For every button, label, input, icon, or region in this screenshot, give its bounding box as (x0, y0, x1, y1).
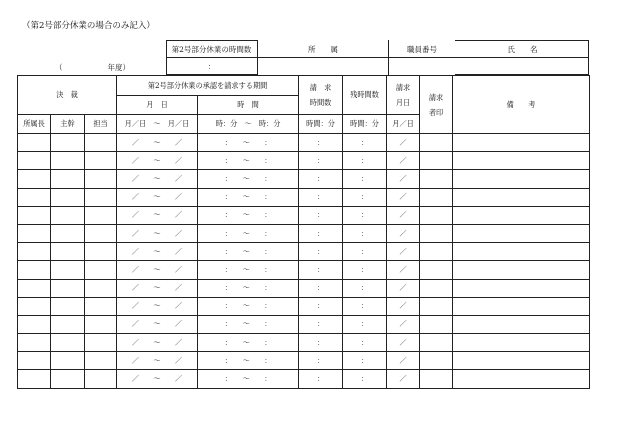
staff-stamp-cell[interactable] (85, 170, 117, 188)
request-hours-cell[interactable]: ： (299, 243, 343, 261)
time-format: 時：分 ～ 時：分 (198, 115, 299, 134)
request-date-cell[interactable]: ／ (387, 224, 420, 242)
staff-stamp-cell[interactable] (85, 261, 117, 279)
time-range-cell[interactable]: ： ～ ： (198, 134, 299, 152)
requester-seal-cell[interactable] (420, 152, 453, 170)
request-date-cell[interactable]: ／ (387, 297, 420, 315)
remarks-cell[interactable] (453, 243, 590, 261)
request-date-cell[interactable]: ／ (387, 279, 420, 297)
manager-stamp-cell[interactable] (18, 152, 51, 170)
time-range-cell[interactable]: ： ～ ： (198, 315, 299, 333)
requester-seal-cell[interactable] (420, 352, 453, 370)
time-range-cell[interactable]: ： ～ ： (198, 224, 299, 242)
request-hours-cell[interactable]: ： (299, 279, 343, 297)
remarks-cell[interactable] (453, 352, 590, 370)
period-header: 第2号部分休業の承認を請求する期間 (117, 76, 299, 96)
monthday-format: 月／日 ～ 月／日 (117, 115, 198, 134)
remarks-cell[interactable] (453, 170, 590, 188)
kessai-header: 決 裁 (18, 76, 117, 115)
chief-stamp-cell[interactable] (51, 261, 85, 279)
request-hours-cell[interactable]: ： (299, 224, 343, 242)
monthday-range-cell[interactable]: ／ ～ ／ (117, 243, 198, 261)
employee-number-header: 職員番号 (407, 44, 437, 54)
request-hours-cell[interactable]: ： (299, 261, 343, 279)
remaining-hours-cell[interactable]: ： (343, 224, 387, 242)
remarks-cell[interactable] (453, 279, 590, 297)
requester-seal-cell[interactable] (420, 170, 453, 188)
request-date-cell[interactable]: ／ (387, 352, 420, 370)
staff-stamp-cell[interactable] (85, 370, 117, 388)
staff-stamp-cell[interactable] (85, 206, 117, 224)
chief-stamp-cell[interactable] (51, 188, 85, 206)
staff-stamp-cell[interactable] (85, 315, 117, 333)
chief-stamp-cell[interactable] (51, 352, 85, 370)
request-date-cell[interactable]: ／ (387, 243, 420, 261)
affiliation-header: 所 属 (308, 44, 338, 54)
time-range-cell[interactable]: ： ～ ： (198, 334, 299, 352)
remaining-hours-cell[interactable]: ： (343, 152, 387, 170)
table-row (18, 315, 590, 333)
request-hours-format: 時間：分 (299, 115, 343, 134)
staff-stamp-cell[interactable] (85, 134, 117, 152)
request-date-cell[interactable]: ／ (387, 315, 420, 333)
requester-seal-header: 請求 者印 (420, 76, 453, 134)
monthday-range-cell[interactable]: ／ ～ ／ (117, 134, 198, 152)
request-date-cell[interactable]: ／ (387, 370, 420, 388)
request-date-header: 請求 月日 (387, 76, 420, 115)
monthday-range-cell[interactable]: ／ ～ ／ (117, 170, 198, 188)
requester-seal-cell[interactable] (420, 243, 453, 261)
monthday-range-cell[interactable]: ／ ～ ／ (117, 297, 198, 315)
time-range-cell[interactable]: ： ～ ： (198, 243, 299, 261)
table-row (18, 352, 590, 370)
table-row (18, 261, 590, 279)
staff-stamp-cell[interactable] (85, 152, 117, 170)
time-range-cell[interactable]: ： ～ ： (198, 370, 299, 388)
chief-stamp-cell[interactable] (51, 334, 85, 352)
manager-stamp-cell[interactable] (18, 188, 51, 206)
request-date-cell[interactable]: ／ (387, 206, 420, 224)
monthday-range-cell[interactable]: ／ ～ ／ (117, 334, 198, 352)
time-range-cell[interactable]: ： ～ ： (198, 297, 299, 315)
request-date-cell[interactable]: ／ (387, 134, 420, 152)
staff-stamp-cell[interactable] (85, 188, 117, 206)
time-range-cell[interactable]: ： ～ ： (198, 188, 299, 206)
remaining-hours-cell[interactable]: ： (343, 188, 387, 206)
manager-stamp-cell[interactable] (18, 297, 51, 315)
request-date-cell[interactable]: ／ (387, 188, 420, 206)
request-hours-cell[interactable]: ： (299, 315, 343, 333)
remaining-hours-cell[interactable]: ： (343, 370, 387, 388)
remarks-cell[interactable] (453, 224, 590, 242)
chief-stamp-cell[interactable] (51, 134, 85, 152)
remaining-hours-cell[interactable]: ： (343, 352, 387, 370)
remarks-cell[interactable] (453, 206, 590, 224)
remaining-hours-header: 残時間数 (343, 76, 387, 115)
chief-stamp-cell[interactable] (51, 279, 85, 297)
name-value[interactable] (456, 58, 589, 74)
staff-stamp-cell[interactable] (85, 334, 117, 352)
manager-stamp-cell[interactable] (18, 224, 51, 242)
remaining-hours-format: 時間：分 (343, 115, 387, 134)
monthday-range-cell[interactable]: ／ ～ ／ (117, 152, 198, 170)
name-header: 氏 名 (507, 44, 538, 54)
table-row (18, 170, 590, 188)
request-hours-cell[interactable]: ： (299, 206, 343, 224)
staff-header: 担当 (85, 115, 117, 134)
staff-stamp-cell[interactable] (85, 224, 117, 242)
request-hours-cell[interactable]: ： (299, 297, 343, 315)
request-date-cell[interactable]: ／ (387, 152, 420, 170)
manager-stamp-cell[interactable] (18, 261, 51, 279)
time-range-cell[interactable]: ： ～ ： (198, 152, 299, 170)
request-hours-cell[interactable]: ： (299, 370, 343, 388)
staff-stamp-cell[interactable] (85, 352, 117, 370)
affiliation-value[interactable] (258, 58, 388, 74)
remaining-hours-cell[interactable]: ： (343, 334, 387, 352)
monthday-range-cell[interactable]: ／ ～ ／ (117, 188, 198, 206)
table-row (18, 224, 590, 242)
remarks-cell[interactable] (453, 188, 590, 206)
remarks-cell[interactable] (453, 297, 590, 315)
monthday-range-cell[interactable]: ／ ～ ／ (117, 279, 198, 297)
table-row (18, 243, 590, 261)
table-row (18, 279, 590, 297)
remaining-hours-cell[interactable]: ： (343, 297, 387, 315)
chief-stamp-cell[interactable] (51, 224, 85, 242)
request-date-cell[interactable]: ／ (387, 261, 420, 279)
manager-stamp-cell[interactable] (18, 170, 51, 188)
request-hours-cell[interactable]: ： (299, 188, 343, 206)
employee-number-value[interactable] (389, 58, 455, 74)
remarks-cell[interactable] (453, 134, 590, 152)
manager-stamp-cell[interactable] (18, 279, 51, 297)
chief-header: 主幹 (51, 115, 85, 134)
requester-seal-cell[interactable] (420, 134, 453, 152)
requester-seal-cell[interactable] (420, 224, 453, 242)
chief-stamp-cell[interactable] (51, 170, 85, 188)
request-date-cell[interactable]: ／ (387, 170, 420, 188)
monthday-range-cell[interactable]: ／ ～ ／ (117, 224, 198, 242)
request-hours-cell[interactable]: ： (299, 352, 343, 370)
time-range-cell[interactable]: ： ～ ： (198, 206, 299, 224)
request-date-format: 月／日 (387, 115, 420, 134)
staff-stamp-cell[interactable] (85, 297, 117, 315)
time-range-cell[interactable]: ： ～ ： (198, 279, 299, 297)
request-hours-cell[interactable]: ： (299, 334, 343, 352)
requester-seal-cell[interactable] (420, 297, 453, 315)
remaining-hours-cell[interactable]: ： (343, 261, 387, 279)
request-hours-cell[interactable]: ： (299, 134, 343, 152)
monthday-range-cell[interactable]: ／ ～ ／ (117, 261, 198, 279)
manager-stamp-cell[interactable] (18, 315, 51, 333)
requester-seal-cell[interactable] (420, 315, 453, 333)
manager-stamp-cell[interactable] (18, 243, 51, 261)
request-hours-cell[interactable]: ： (299, 152, 343, 170)
monthday-header: 月 日 (117, 96, 198, 115)
remarks-cell[interactable] (453, 370, 590, 388)
manager-stamp-cell[interactable] (18, 206, 51, 224)
table-row (18, 152, 590, 170)
chief-stamp-cell[interactable] (51, 297, 85, 315)
remaining-hours-cell[interactable]: ： (343, 134, 387, 152)
fiscal-year-label: （ 年度） (55, 63, 130, 72)
requester-seal-cell[interactable] (420, 370, 453, 388)
manager-stamp-cell[interactable] (18, 352, 51, 370)
requester-seal-cell[interactable] (420, 188, 453, 206)
remaining-hours-cell[interactable]: ： (343, 170, 387, 188)
leave-request-table (17, 75, 590, 389)
manager-stamp-cell[interactable] (18, 334, 51, 352)
table-row (18, 370, 590, 388)
remaining-hours-cell[interactable]: ： (343, 315, 387, 333)
chief-stamp-cell[interactable] (51, 315, 85, 333)
form-caption: （第2号部分休業の場合のみ記入） (22, 21, 155, 31)
remarks-cell[interactable] (453, 315, 590, 333)
chief-stamp-cell[interactable] (51, 243, 85, 261)
remarks-header: 備 考 (453, 76, 590, 134)
manager-stamp-cell[interactable] (18, 134, 51, 152)
requester-seal-cell[interactable] (420, 279, 453, 297)
table-row (18, 134, 590, 152)
chief-stamp-cell[interactable] (51, 370, 85, 388)
request-hours-cell[interactable]: ： (299, 170, 343, 188)
request-date-cell[interactable]: ／ (387, 334, 420, 352)
chief-stamp-cell[interactable] (51, 206, 85, 224)
hours-value[interactable]: ： (207, 61, 216, 71)
table-row (18, 334, 590, 352)
manager-header: 所属長 (18, 115, 51, 134)
remaining-hours-cell[interactable]: ： (343, 243, 387, 261)
requester-seal-cell[interactable] (420, 261, 453, 279)
staff-stamp-cell[interactable] (85, 243, 117, 261)
time-range-cell[interactable]: ： ～ ： (198, 261, 299, 279)
remarks-cell[interactable] (453, 152, 590, 170)
time-range-cell[interactable]: ： ～ ： (198, 170, 299, 188)
time-header: 時 間 (198, 96, 299, 115)
table-row (18, 206, 590, 224)
manager-stamp-cell[interactable] (18, 370, 51, 388)
chief-stamp-cell[interactable] (51, 152, 85, 170)
time-range-cell[interactable]: ： ～ ： (198, 352, 299, 370)
table-row (18, 188, 590, 206)
monthday-range-cell[interactable]: ／ ～ ／ (117, 315, 198, 333)
request-hours-header: 請 求 時間数 (299, 76, 343, 115)
remaining-hours-cell[interactable]: ： (343, 206, 387, 224)
hours-header: 第2号部分休業の時間数 (171, 44, 252, 54)
monthday-range-cell[interactable]: ／ ～ ／ (117, 352, 198, 370)
monthday-range-cell[interactable]: ／ ～ ／ (117, 370, 198, 388)
monthday-range-cell[interactable]: ／ ～ ／ (117, 206, 198, 224)
remarks-cell[interactable] (453, 261, 590, 279)
requester-seal-cell[interactable] (420, 206, 453, 224)
staff-stamp-cell[interactable] (85, 279, 117, 297)
remarks-cell[interactable] (453, 334, 590, 352)
remaining-hours-cell[interactable]: ： (343, 279, 387, 297)
requester-seal-cell[interactable] (420, 334, 453, 352)
table-row (18, 297, 590, 315)
